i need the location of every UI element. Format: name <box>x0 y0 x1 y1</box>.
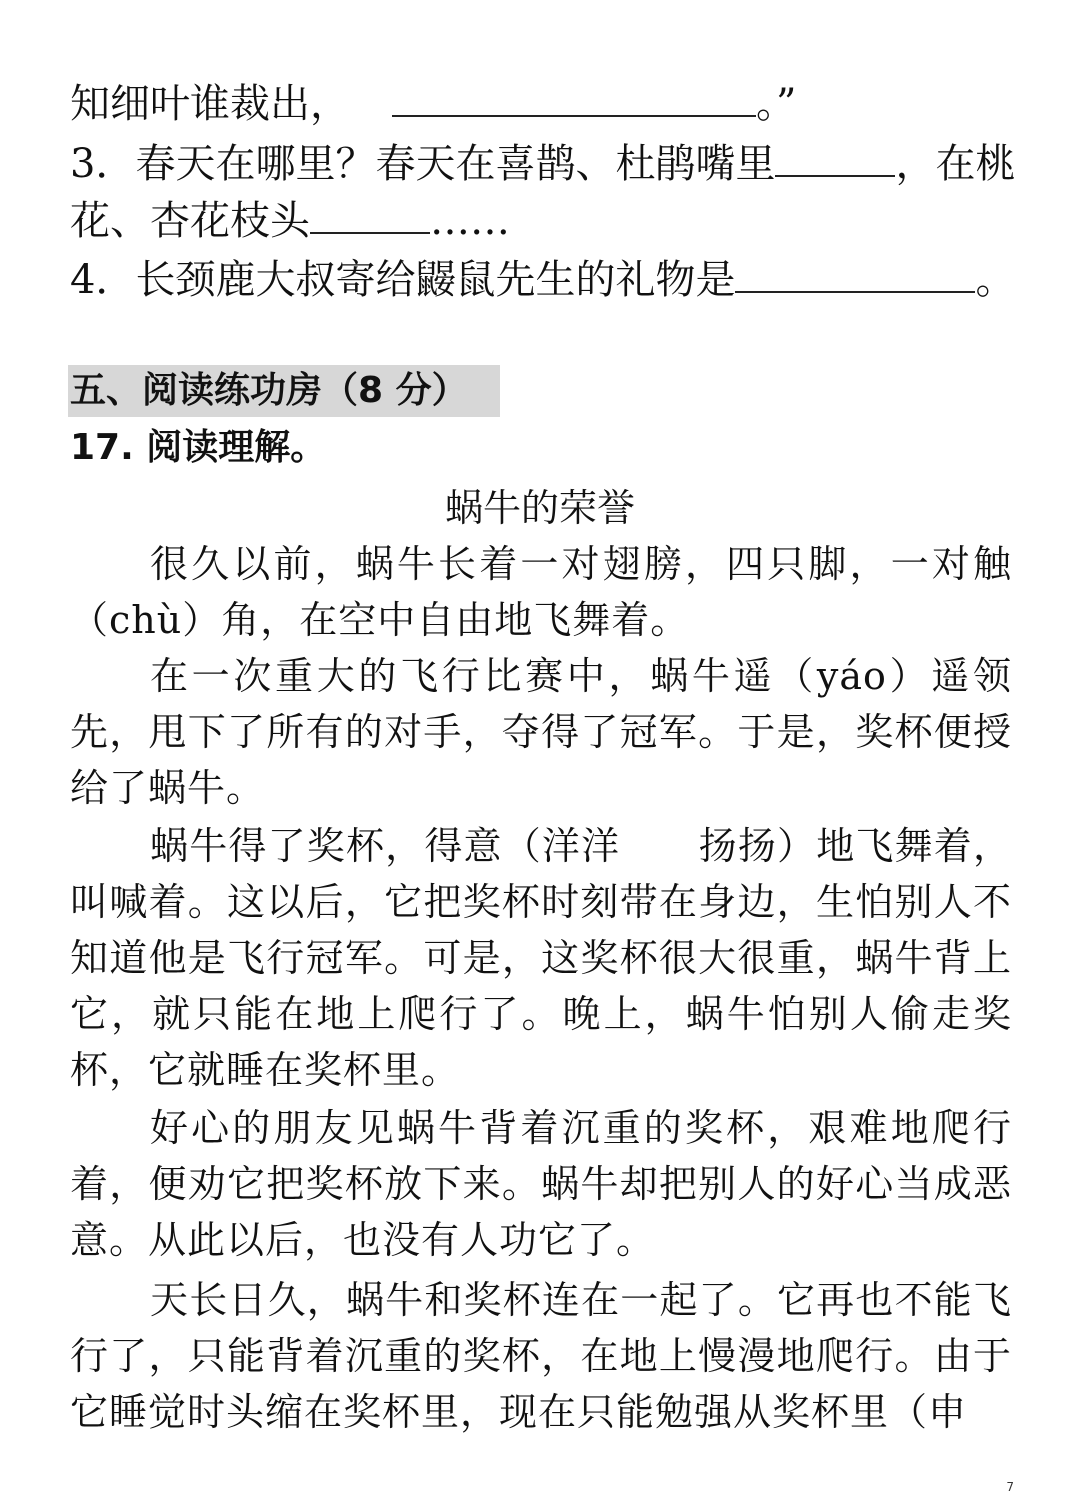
fill-in-text: 春天在哪里？春天在喜鹊、杜鹃嘴里 <box>135 141 776 187</box>
story-paragraph-5: 天长日久，蜗牛和奖杯连在一起了。它再也不能飞行了，只能背着沉重的奖杯，在地上慢漫地爬行。由于它睡觉时头缩在奖杯里，现在只能勉强从奖杯里（申 <box>70 1278 1012 1434</box>
answer-blank[interactable] <box>775 137 895 177</box>
story-paragraph-1: 很久以前，蜗牛长着一对翅膀，四只脚，一对触（chù）角，在空中自由地飞舞着。 <box>70 542 1012 642</box>
fill-in-text: ，在桃 <box>895 141 1016 187</box>
fill-in-line-3 <box>70 136 1015 192</box>
story-paragraph-4: 好心的朋友见蜗牛背着沉重的奖杯，艰难地爬行着，便劝它把奖杯放下来。蜗牛却把别人的好心当成恶意。从此以后，也没有人功它了。 <box>70 1106 1012 1262</box>
answer-blank[interactable] <box>735 253 975 293</box>
section-heading: 五、阅读练功房（8 分） <box>68 365 500 417</box>
page-number: 7 <box>1006 1480 1014 1494</box>
fill-in-text: 长颈鹿大叔寄给鼹鼠先生的礼物是 <box>135 257 736 303</box>
fill-in-end: 。 <box>975 257 1016 303</box>
fill-in-end: …… <box>430 198 510 244</box>
question-heading: 17. 阅读理解。 <box>70 427 327 468</box>
story-paragraph-3: 蜗牛得了奖杯，得意（洋洋 扬扬）地飞舞着，叫喊着。这以后，它把奖杯时刻带在身边，生怕别人不知道他是飞行冠军。可是，这奖杯很大很重，蜗牛背上它，就只能在地上爬行了。晚上，蜗牛怕别人偷走奖杯，它就睡在奖杯里。 <box>70 824 1012 1092</box>
answer-blank[interactable] <box>392 77 756 117</box>
fill-in-end: 。” <box>756 81 797 127</box>
fill-in-line-1 <box>70 76 796 132</box>
answer-blank[interactable] <box>310 194 430 234</box>
question-number: 3． <box>70 141 136 187</box>
fill-in-line-3-cont <box>70 193 510 249</box>
fill-in-line-4 <box>70 252 1015 308</box>
story-paragraph-2: 在一次重大的飞行比赛中，蜗牛遥（yáo）遥领先，甩下了所有的对手，夺得了冠军。于是，奖杯便授给了蜗牛。 <box>70 654 1012 810</box>
fill-in-text: 知细叶谁裁出， <box>70 81 350 127</box>
fill-in-text: 花、杏花枝头 <box>70 198 310 244</box>
story-title: 蜗牛的荣誉 <box>444 486 635 530</box>
question-number: 4． <box>70 257 136 303</box>
